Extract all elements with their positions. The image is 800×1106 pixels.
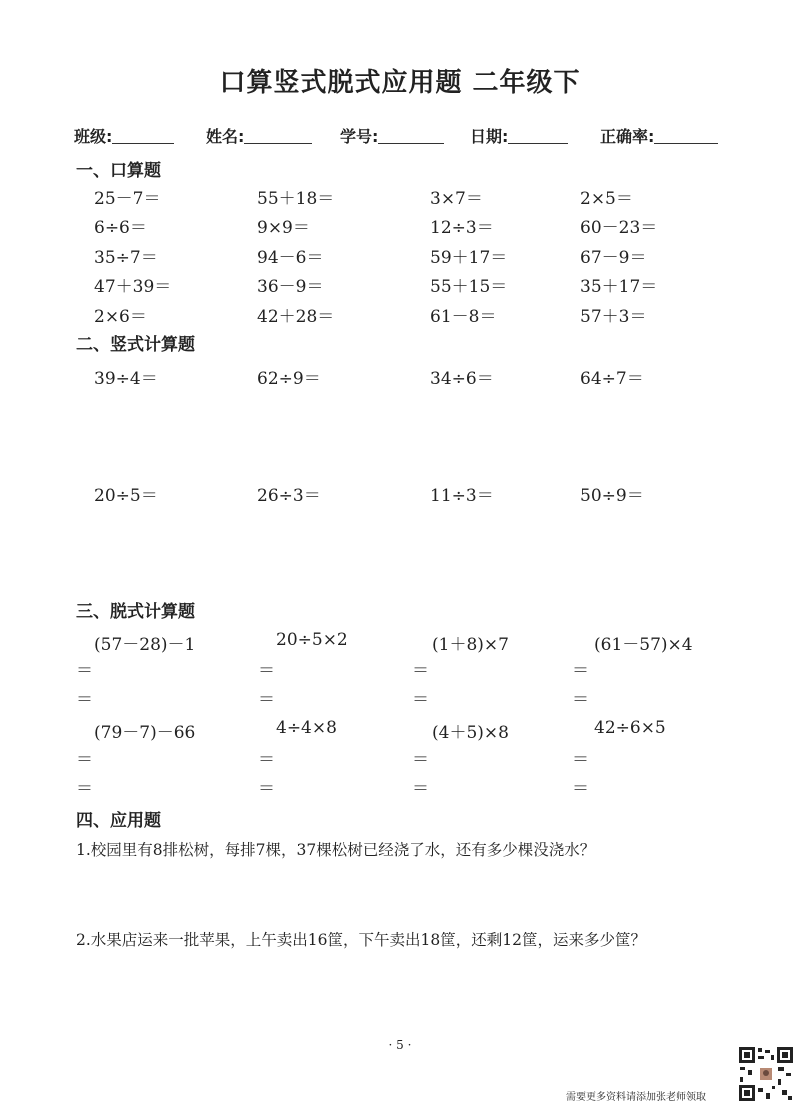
date-blank[interactable] [508, 127, 568, 144]
vertical-problem: 26÷3＝ [257, 486, 321, 506]
oral-problem: 55＋18＝ [257, 189, 335, 209]
accuracy-label: 正确率: [600, 127, 655, 146]
answer-eq-line: ＝ [258, 750, 275, 770]
date-label: 日期: [470, 127, 509, 146]
oral-problem: 25－7＝ [94, 189, 161, 209]
oral-problem: 47＋39＝ [94, 277, 172, 297]
stepwise-problem: (1＋8)×7 [432, 635, 509, 655]
oral-problem: 60－23＝ [580, 218, 658, 238]
answer-eq-line: ＝ [412, 661, 429, 681]
answer-eq-line: ＝ [258, 779, 275, 799]
oral-problem: 36－9＝ [257, 277, 324, 297]
answer-eq-line: ＝ [258, 690, 275, 710]
answer-eq-line: ＝ [76, 661, 93, 681]
section-oral-title: 一、口算题 [76, 161, 161, 181]
stepwise-problem: 4÷4×8 [276, 718, 337, 738]
vertical-problem: 64÷7＝ [580, 369, 644, 389]
oral-row [0, 184, 800, 210]
answer-eq-line: ＝ [572, 661, 589, 681]
student-info-row [74, 124, 734, 148]
stepwise-row [0, 718, 800, 744]
oral-problem: 55＋15＝ [430, 277, 508, 297]
section-vertical-title: 二、竖式计算题 [76, 335, 195, 355]
name-field [206, 124, 312, 147]
id-blank[interactable] [378, 127, 444, 144]
oral-row [0, 302, 800, 328]
id-field [340, 124, 444, 147]
name-blank[interactable] [244, 127, 312, 144]
answer-eq-line: ＝ [76, 750, 93, 770]
oral-problem: 94－6＝ [257, 248, 324, 268]
page-number: · 5 · [388, 1038, 412, 1052]
class-field [74, 124, 174, 147]
oral-problem: 2×5＝ [580, 189, 633, 209]
stepwise-problem: (57－28)－1 [94, 635, 196, 655]
answer-eq-line: ＝ [412, 690, 429, 710]
vertical-problem: 34÷6＝ [430, 369, 494, 389]
accuracy-blank[interactable] [654, 127, 718, 144]
stepwise-problem: 20÷5×2 [276, 630, 348, 650]
oral-problem: 6÷6＝ [94, 218, 147, 238]
word-question: 2.水果店运来一批苹果，上午卖出16筐，下午卖出18筐，还剩12筐，运来多少筐？ [76, 931, 646, 949]
stepwise-problem: (4＋5)×8 [432, 723, 509, 743]
stepwise-problem: (61－57)×4 [594, 635, 693, 655]
answer-eq-line: ＝ [572, 750, 589, 770]
vertical-problem: 50÷9＝ [580, 486, 644, 506]
answer-eq-line: ＝ [76, 779, 93, 799]
oral-problem: 35＋17＝ [580, 277, 658, 297]
oral-problem: 9×9＝ [257, 218, 310, 238]
vertical-problem: 62÷9＝ [257, 369, 321, 389]
id-label: 学号: [340, 127, 379, 146]
section-stepwise-title: 三、脱式计算题 [76, 602, 195, 622]
oral-problem: 57＋3＝ [580, 307, 647, 327]
stepwise-problem: 42÷6×5 [594, 718, 666, 738]
oral-problem: 59＋17＝ [430, 248, 508, 268]
answer-eq-line: ＝ [76, 690, 93, 710]
vertical-row [0, 481, 800, 507]
oral-problem: 12÷3＝ [430, 218, 494, 238]
stepwise-problem: (79－7)－66 [94, 723, 196, 743]
date-field [470, 124, 568, 147]
name-label: 姓名: [206, 127, 245, 146]
vertical-problem: 39÷4＝ [94, 369, 158, 389]
answer-eq-line: ＝ [412, 750, 429, 770]
vertical-row [0, 364, 800, 390]
page-title: 口算竖式脱式应用题 二年级下 [219, 68, 581, 98]
oral-problem: 61－8＝ [430, 307, 497, 327]
answer-eq-line: ＝ [258, 661, 275, 681]
section-word-title: 四、应用题 [76, 811, 161, 831]
stepwise-row [0, 630, 800, 656]
oral-row [0, 243, 800, 269]
oral-problem: 67－9＝ [580, 248, 647, 268]
vertical-problem: 20÷5＝ [94, 486, 158, 506]
oral-problem: 35÷7＝ [94, 248, 158, 268]
oral-row [0, 272, 800, 298]
oral-row [0, 213, 800, 239]
oral-problem: 3×7＝ [430, 189, 483, 209]
class-blank[interactable] [112, 127, 174, 144]
qr-code-icon [738, 1046, 794, 1102]
class-label: 班级: [74, 127, 113, 146]
answer-eq-line: ＝ [572, 779, 589, 799]
answer-eq-line: ＝ [412, 779, 429, 799]
oral-problem: 2×6＝ [94, 307, 147, 327]
accuracy-field [600, 124, 718, 147]
word-question: 1.校园里有8排松树，每排7棵，37棵松树已经浇了水，还有多少棵没浇水？ [76, 841, 596, 859]
oral-problem: 42＋28＝ [257, 307, 335, 327]
vertical-problem: 11÷3＝ [430, 486, 494, 506]
answer-eq-line: ＝ [572, 690, 589, 710]
footer-note: 需要更多资料请添加张老师领取 [566, 1092, 706, 1103]
